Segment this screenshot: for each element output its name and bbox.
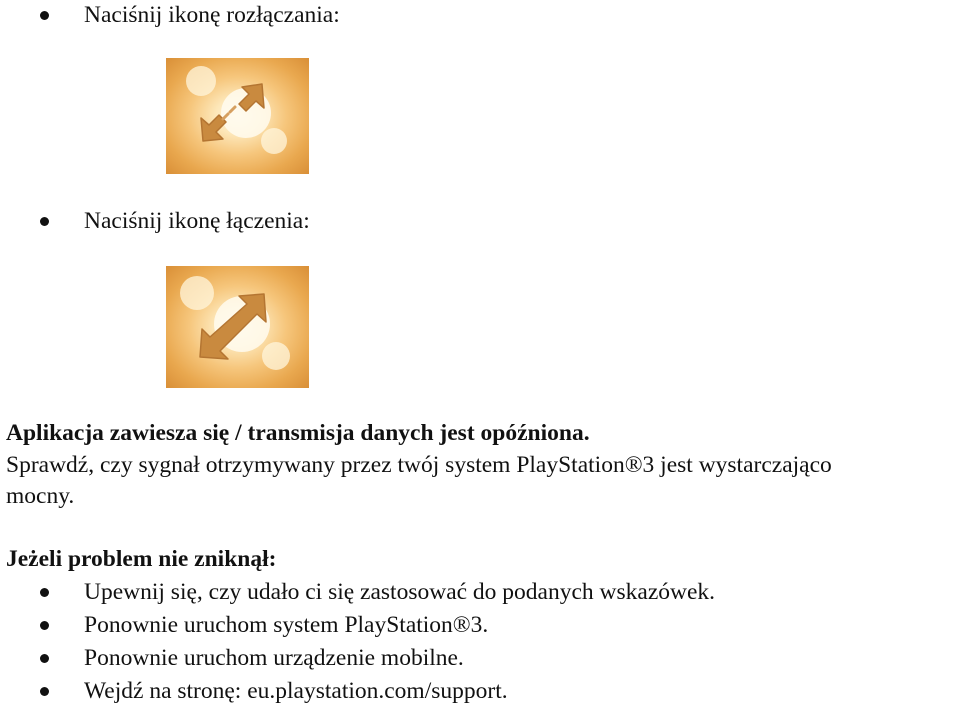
persist-heading: Jeżeli problem nie zniknął: [6,546,277,572]
list-item-text: Upewnij się, czy udało ci się zastosować do podanych wskazówek. [84,579,716,605]
list-item-text: Ponownie uruchom urządzenie mobilne. [84,645,464,671]
freeze-body-line-2: mocny. [6,483,75,509]
bullet-icon [40,217,49,226]
bullet-icon [40,687,49,696]
freeze-body-line-1: Sprawdź, czy sygnał otrzymywany przez twój system PlayStation®3 jest wystarczająco [6,452,832,478]
disconnect-arrows-icon [166,58,309,174]
support-link-text: Wejdź na stronę: eu.playstation.com/support. [84,678,508,704]
bullet-icon [40,11,49,20]
bullet-icon [40,654,49,663]
bullet-icon [40,621,49,630]
connect-instruction-text: Naciśnij ikonę łączenia: [84,208,310,234]
connect-arrows-icon [166,266,309,388]
freeze-heading: Aplikacja zawiesza się / transmisja danych jest opóźniona. [6,420,590,446]
disconnect-instruction-text: Naciśnij ikonę rozłączania: [84,2,340,28]
list-item-text: Ponownie uruchom system PlayStation®3. [84,612,489,638]
bullet-icon [40,588,49,597]
